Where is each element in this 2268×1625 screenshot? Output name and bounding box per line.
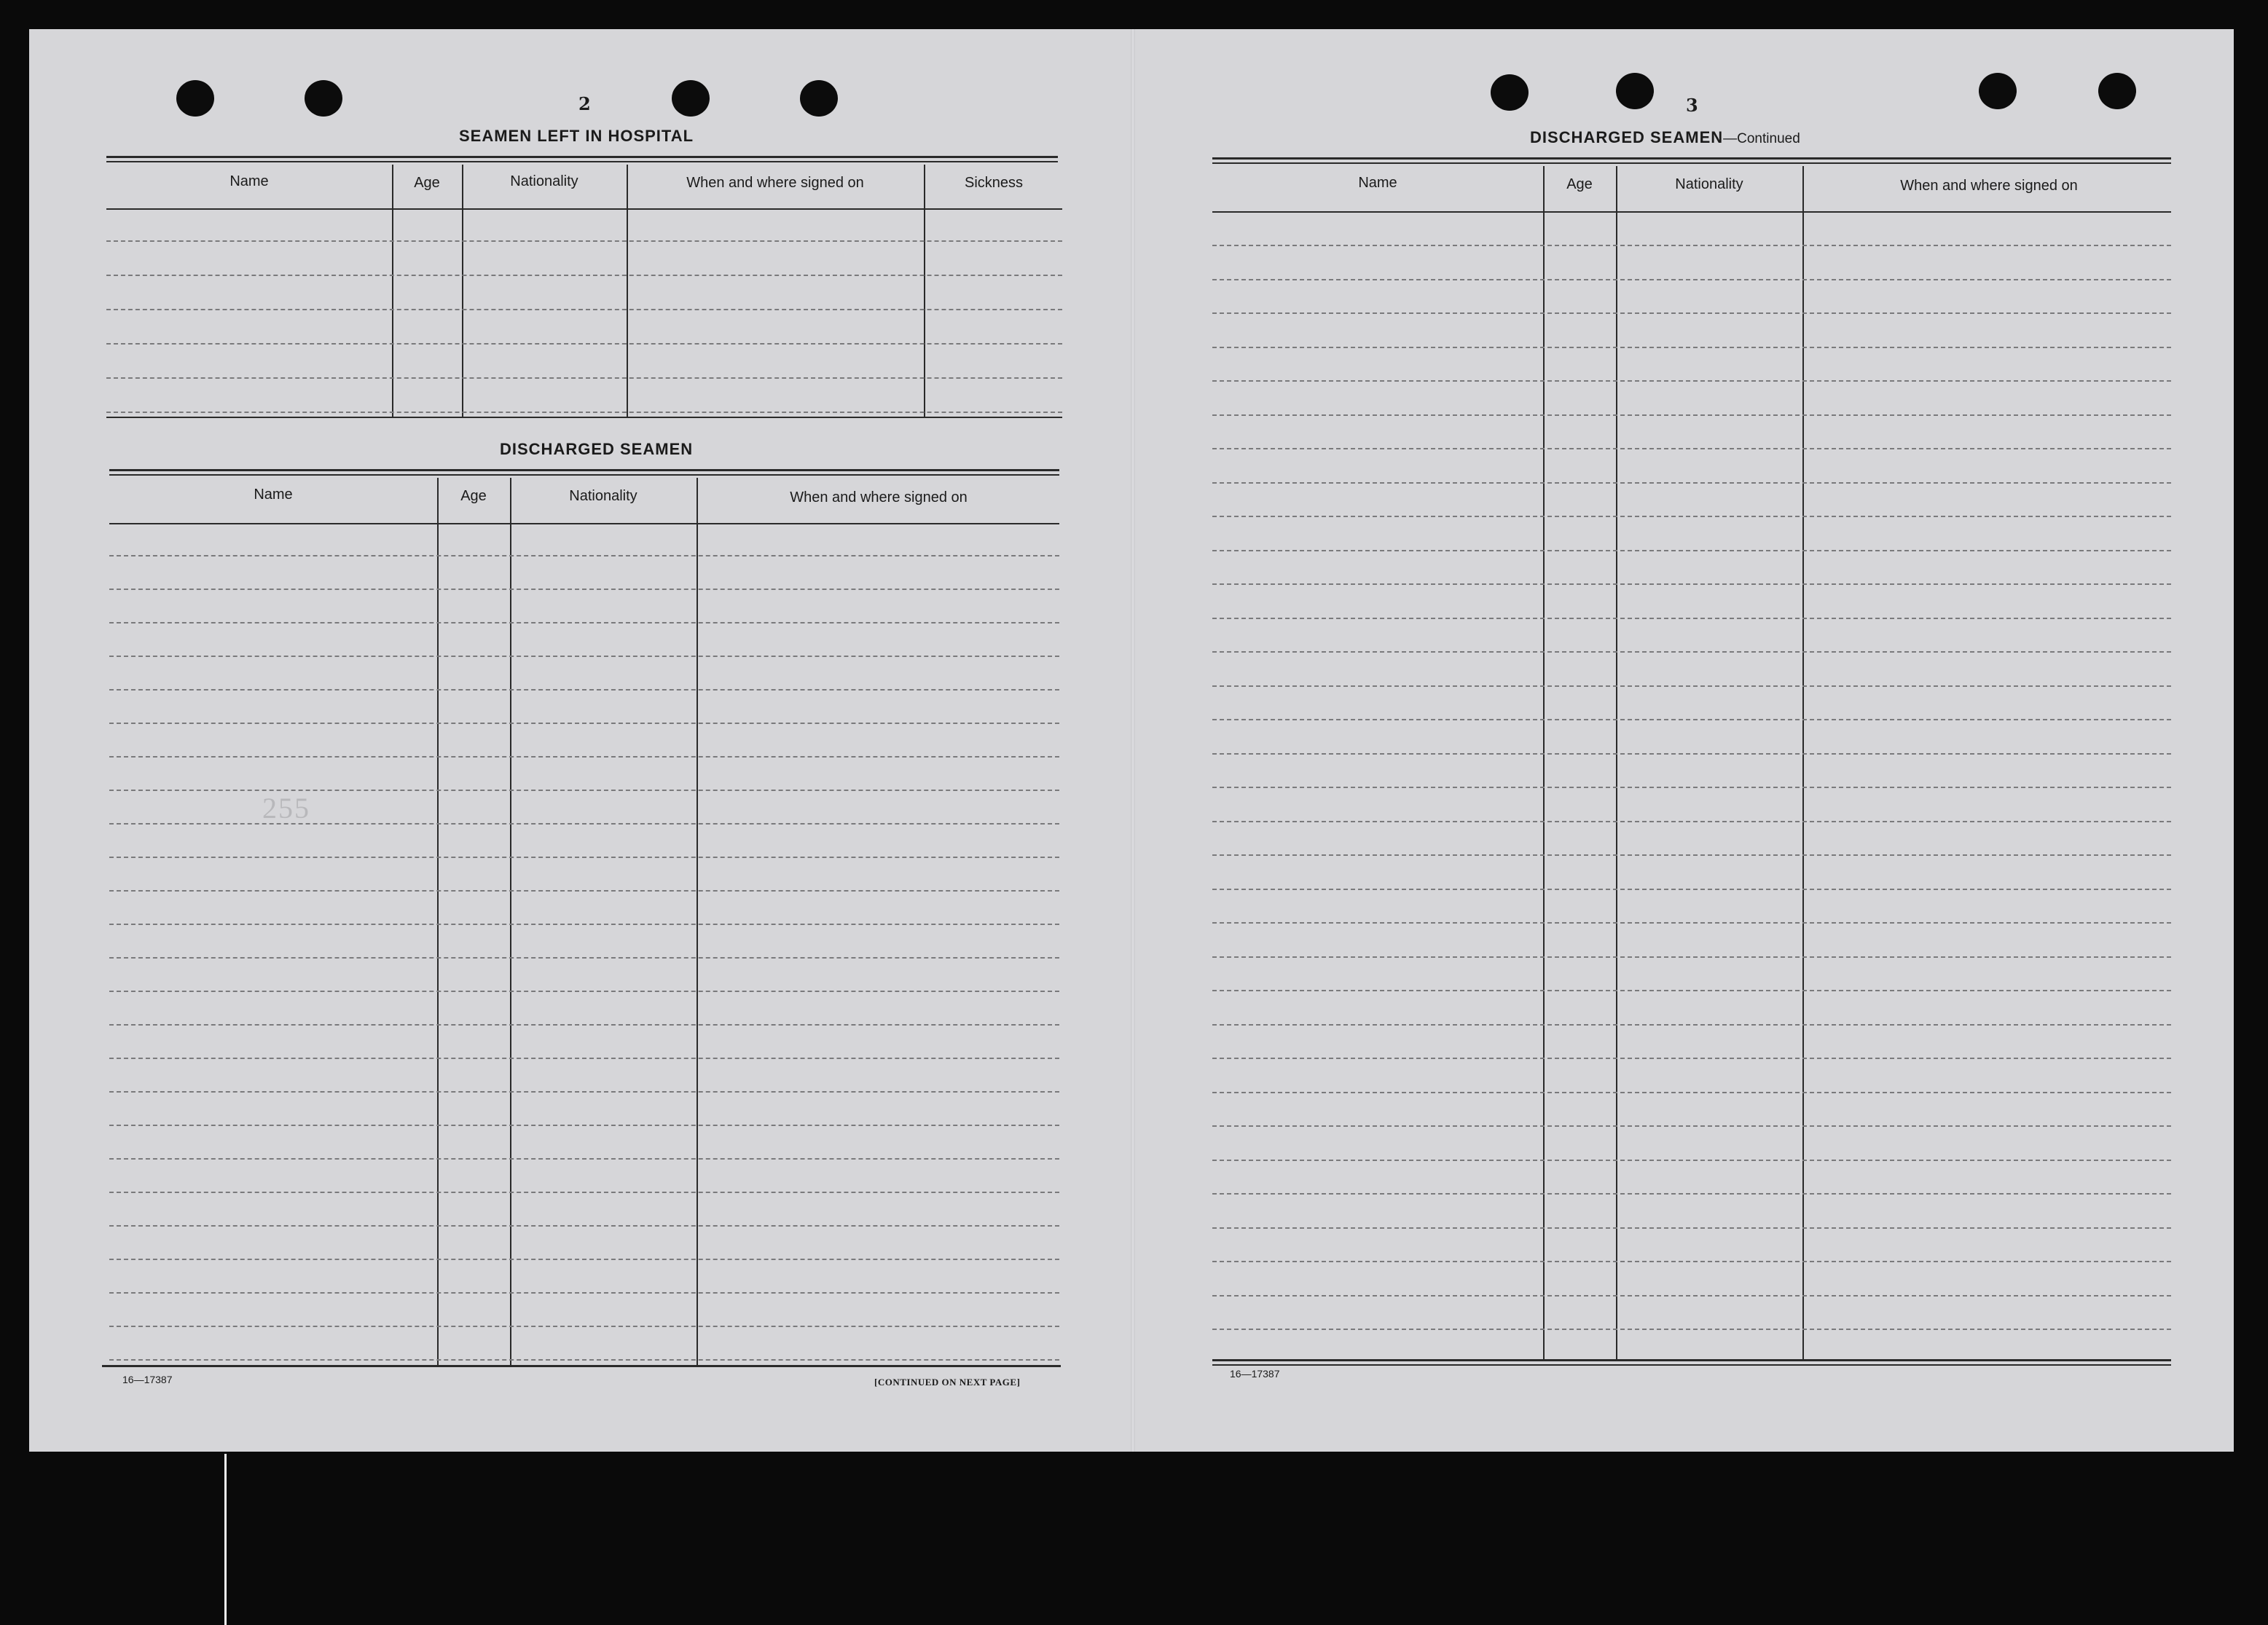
punch-hole [2098,73,2136,109]
discharged-col-divider [510,478,511,1366]
form-row-line [109,1192,1059,1193]
form-row-line [1212,279,2171,280]
form-row-line [1212,889,2171,890]
form-row-line [109,790,1059,791]
form-row-line [109,622,1059,623]
form-row-line [1212,787,2171,788]
right-col-nationality: Nationality [1675,176,1743,192]
form-row-line [109,1158,1059,1160]
form-row-line [109,991,1059,992]
punch-hole [1979,73,2017,109]
right-col-divider [1616,166,1617,1361]
form-row-line [1212,245,2171,246]
form-row-line [106,343,1062,345]
form-row-line [109,589,1059,590]
form-row-line [106,309,1062,310]
form-row-line [109,656,1059,657]
right-col-name: Name [1358,175,1397,191]
scan-artifact-line [224,1454,227,1625]
right-col-divider [1802,166,1804,1361]
discharged-col-name: Name [254,487,293,503]
form-row-line [106,275,1062,276]
form-row-line [1212,990,2171,991]
form-row-line [1212,1193,2171,1195]
form-row-line [106,412,1062,413]
punch-hole [800,80,838,117]
hospital-col-divider [392,165,393,417]
form-row-line [109,1024,1059,1026]
punch-hole [176,80,214,117]
form-row-line [1212,651,2171,653]
discharged-top-rule [109,469,1059,476]
form-row-line [1212,685,2171,687]
form-row-line [109,1326,1059,1327]
form-row-line [1212,1295,2171,1297]
form-row-line [1212,583,2171,585]
discharged-continued-title-suffix: —Continued [1723,131,1800,146]
right-form-number: 16—17387 [1230,1368,1280,1380]
form-row-line [109,857,1059,858]
form-row-line [1212,854,2171,856]
discharged-continued-title-main: DISCHARGED SEAMEN [1530,128,1724,146]
form-row-line [109,957,1059,959]
hospital-section-title: SEAMEN LEFT IN HOSPITAL [459,127,694,145]
form-row-line [109,756,1059,758]
form-row-line [1212,1160,2171,1161]
hospital-col-divider [462,165,463,417]
hospital-col-divider [924,165,925,417]
discharged-col-signed-on: When and where signed on [790,489,968,505]
discharged-header-rule [109,523,1059,524]
right-page-number: 3 [1686,95,1698,116]
form-row-line [1212,618,2171,619]
form-row-line [1212,550,2171,551]
hospital-bottom-rule [106,417,1062,418]
right-top-rule [1212,157,2171,164]
form-row-line [109,1225,1059,1227]
form-row-line [1212,347,2171,348]
right-col-divider [1543,166,1545,1361]
form-row-line [1212,516,2171,517]
form-row-line [1212,380,2171,382]
form-row-line [109,1058,1059,1059]
discharged-col-nationality: Nationality [569,488,637,504]
right-col-signed-on: When and where signed on [1900,178,2078,194]
right-header-rule [1212,211,2171,213]
form-row-line [106,240,1062,242]
form-row-line [109,689,1059,690]
discharged-continued-title [1530,128,1800,147]
form-row-line [1212,821,2171,822]
discharged-section-title: DISCHARGED SEAMEN [500,440,694,458]
form-row-line [1212,1058,2171,1059]
form-row-line [109,1292,1059,1294]
discharged-col-divider [437,478,439,1366]
form-row-line [109,1091,1059,1093]
continued-note: [CONTINUED ON NEXT PAGE] [874,1377,1021,1388]
form-row-line [1212,482,2171,484]
form-row-line [1212,956,2171,958]
form-row-line [109,924,1059,925]
punch-hole [672,80,710,117]
form-row-line [106,377,1062,379]
form-row-line [109,1259,1059,1260]
form-row-line [1212,312,2171,314]
form-row-line [1212,1125,2171,1127]
discharged-col-divider [697,478,698,1366]
center-fold [1131,29,1135,1452]
form-row-line [109,1125,1059,1126]
hospital-col-divider [627,165,628,417]
form-row-line [1212,448,2171,449]
hospital-header-rule [106,208,1062,210]
hospital-col-nationality: Nationality [510,173,578,189]
left-page-number: 2 [578,93,591,114]
right-col-age: Age [1566,176,1593,192]
hospital-top-rule [106,156,1058,162]
punch-hole [305,80,342,117]
discharged-col-age: Age [460,488,487,504]
punch-hole [1616,73,1654,109]
left-form-number: 16—17387 [122,1374,173,1385]
form-row-line [1212,414,2171,416]
form-row-line [1212,1092,2171,1093]
bleed-through-number: 255 [262,792,310,825]
form-row-line [1212,753,2171,755]
discharged-bottom-rule [102,1365,1061,1367]
hospital-col-sickness: Sickness [964,175,1024,191]
hospital-col-signed-on: When and where signed on [686,175,864,191]
hospital-col-name: Name [229,173,269,189]
hospital-col-age: Age [414,175,440,191]
form-row-line [1212,1261,2171,1262]
form-row-line [1212,1024,2171,1026]
form-row-line [1212,922,2171,924]
form-row-line [109,1359,1059,1361]
form-row-line [109,823,1059,825]
form-row-line [109,555,1059,556]
form-row-line [1212,1227,2171,1229]
punch-hole [1491,74,1529,111]
right-bottom-rule [1212,1359,2171,1366]
form-row-line [1212,719,2171,720]
form-row-line [109,890,1059,892]
form-row-line [1212,1329,2171,1330]
form-row-line [109,723,1059,724]
